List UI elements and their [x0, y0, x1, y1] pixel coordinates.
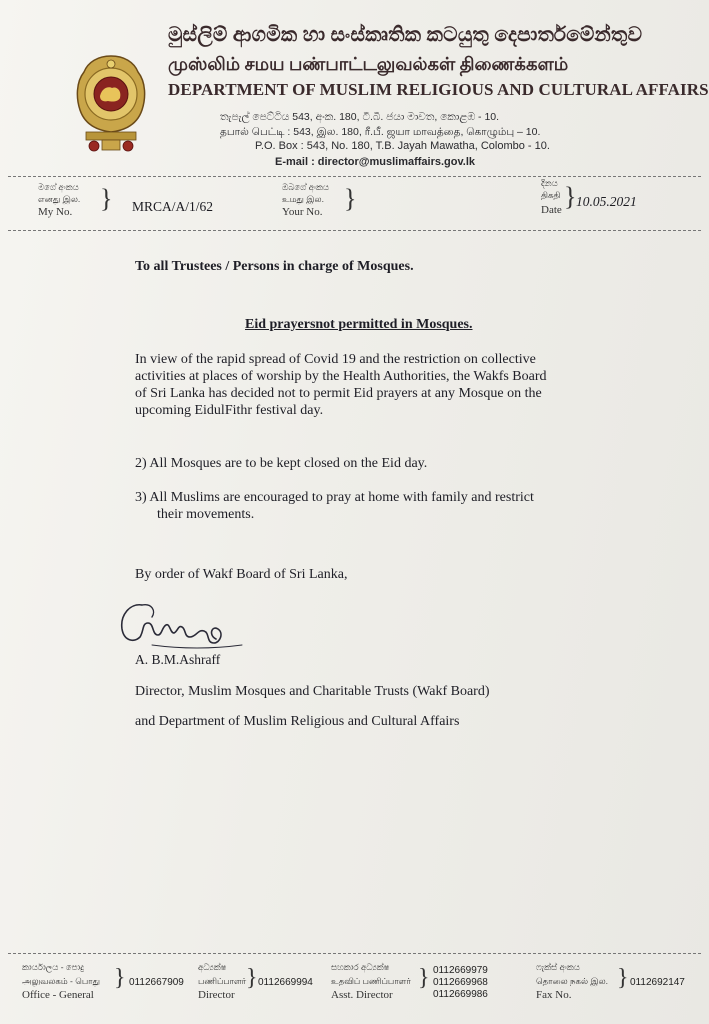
date-label: Date — [541, 204, 562, 216]
office-label-si: කාර්යාලය - පොදු — [22, 962, 85, 972]
fax-number: 0112692147 — [630, 977, 685, 988]
office-label: Office - General — [22, 989, 94, 1001]
director-label-ta: பணிப்பாளர் — [198, 976, 247, 986]
brace-mark: } — [418, 965, 430, 991]
header-divider — [8, 176, 701, 177]
office-phone: 0112667909 — [129, 977, 184, 988]
my-no-label-ta: எனது இல. — [38, 194, 81, 204]
reference-divider — [8, 230, 701, 231]
brace-mark: } — [246, 965, 258, 991]
closing-line: By order of Wakf Board of Sri Lanka, — [135, 567, 348, 582]
date-label-si: දිනය — [541, 178, 558, 188]
department-title-tamil: முஸ்லிம் சமய பண்பாட்டலுவல்கள் திணைக்களம் — [168, 54, 569, 74]
your-no-label-ta: உமது இல. — [282, 194, 324, 204]
brace-mark: } — [344, 184, 357, 213]
sri-lanka-emblem-icon — [72, 52, 150, 154]
asst-director-phone: 0112669979 — [433, 965, 488, 976]
address-tamil: தபால் பெட்டி : 543, இல. 180, ரீ.பீ. ஜயா மாவத்தை, கொழும்பு – 10. — [220, 126, 541, 138]
address-english: P.O. Box : 543, No. 180, T.B. Jayah Mawatha, Colombo - 10. — [255, 140, 550, 152]
addressee: To all Trustees / Persons in charge of Mosques. — [135, 259, 414, 274]
asst-director-label-si: සහකාර අධ්‍යක්ෂ — [331, 962, 390, 972]
my-no-label-si: මගේ අංකය — [38, 182, 79, 192]
asst-director-label-ta: உதவிப் பணிப்பாளர் — [331, 976, 411, 986]
asst-director-phone: 0112669968 — [433, 977, 488, 988]
address-sinhala: තැපැල් පෙට්ටිය 543, අංක. 180, ටී.බී. ජයා මාවත, කොළඹ - 10. — [220, 111, 500, 123]
handwritten-signature — [112, 593, 252, 655]
brace-mark: } — [564, 182, 577, 211]
department-title-english: DEPARTMENT OF MUSLIM RELIGIOUS AND CULTURAL AFFAIRS — [168, 80, 709, 99]
designation-line-2: and Department of Muslim Religious and Cultural Affairs — [135, 714, 460, 729]
letter-date: 10.05.2021 — [576, 194, 637, 209]
designation-line-1: Director, Muslim Mosques and Charitable Trusts (Wakf Board) — [135, 684, 490, 699]
office-label-ta: அலுவலகம் - பொது — [22, 976, 100, 986]
list-item-2: 2) All Mosques are to be kept closed on the Eid day. — [135, 456, 428, 471]
footer-divider — [8, 953, 701, 954]
brace-mark: } — [617, 965, 629, 991]
paragraph-line: upcoming EidulFithr festival day. — [135, 403, 324, 418]
director-label: Director — [198, 989, 235, 1001]
department-title-sinhala: මුස්ලිම් ආගමික හා සංස්කෘතික කටයුතු දෙපාර්තමේන්තුව — [168, 24, 643, 46]
signatory-name: A. B.M.Ashraff — [135, 652, 221, 667]
brace-mark: } — [114, 965, 126, 991]
date-label-ta: திகதி — [541, 190, 561, 200]
your-no-label-si: ඔබගේ අංකය — [282, 182, 330, 192]
your-no-label: Your No. — [282, 206, 323, 218]
email-address: E-mail : director@muslimaffairs.gov.lk — [275, 156, 476, 168]
paragraph-line: In view of the rapid spread of Covid 19 and the restriction on collective — [135, 352, 536, 367]
asst-director-phone: 0112669986 — [433, 989, 488, 1000]
letter-subject: Eid prayersnot permitted in Mosques. — [245, 317, 473, 332]
paragraph-line: of Sri Lanka has decided not to permit Eid prayers at any Mosque on the — [135, 386, 542, 401]
director-phone: 0112669994 — [258, 977, 313, 988]
asst-director-label: Asst. Director — [331, 989, 393, 1001]
paragraph-line: activities at places of worship by the Health Authorities, the Wakfs Board — [135, 369, 547, 384]
list-item-3: 3) All Muslims are encouraged to pray at home with family and restrict — [135, 490, 534, 505]
list-item-3-continued: their movements. — [157, 507, 255, 522]
fax-label-ta: தொலை நகல் இல. — [536, 976, 609, 986]
my-reference-number: MRCA/A/1/62 — [132, 199, 214, 214]
fax-label: Fax No. — [536, 989, 572, 1001]
brace-mark: } — [100, 184, 113, 213]
my-no-label: My No. — [38, 206, 73, 218]
fax-label-si: ෆැක්ස් අංකය — [536, 962, 580, 972]
director-label-si: අධ්‍යක්ෂ — [198, 962, 227, 972]
